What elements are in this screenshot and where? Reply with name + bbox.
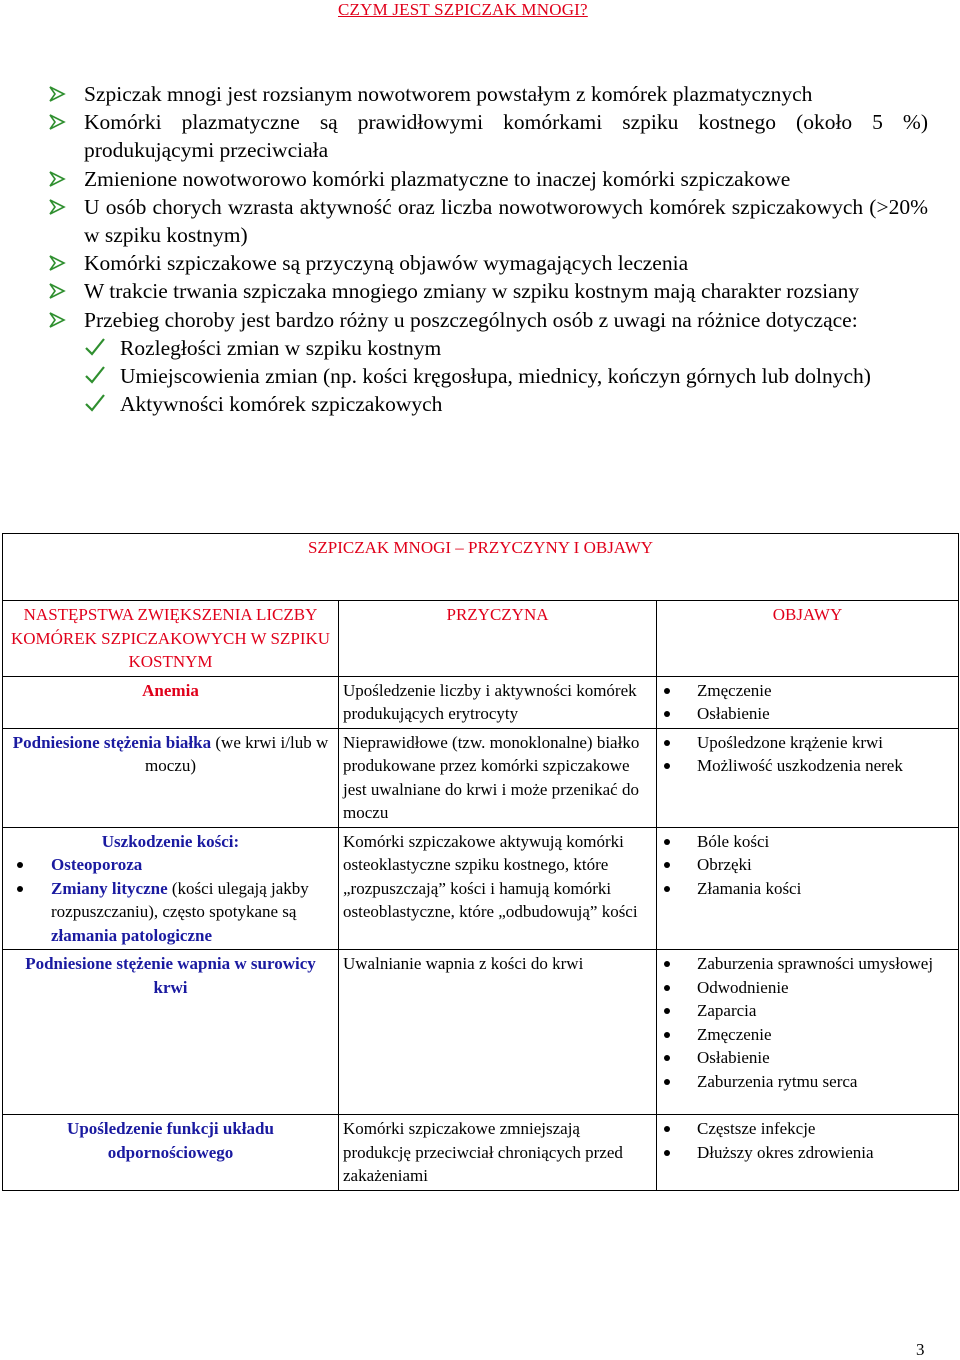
consequence-text: Uszkodzenie kości: [101, 831, 240, 851]
table-row [3, 676, 959, 728]
symptom-item: Odwodnienie [661, 976, 954, 1000]
bullet-text: U osób chorych wzrasta aktywność oraz liczba nowotworowych komórek szpiczakowych (>20% w szpiku kostnym) [84, 194, 928, 248]
table-row [3, 1115, 959, 1191]
symptom-item: Możliwość uszkodzenia nerek [661, 754, 954, 778]
list-item [48, 306, 928, 334]
table-row [3, 728, 959, 827]
symptom-item: Osłabienie [661, 1046, 954, 1070]
sub-item [7, 877, 334, 948]
list-item [48, 390, 928, 418]
page-number: 3 [916, 1340, 925, 1359]
list-item [48, 334, 928, 362]
bullet-text: W trakcie trwania szpiczaka mnogiego zmiany w szpiku kostnym mają charakter rozsiany [84, 279, 860, 304]
arrow-bullet-icon [48, 282, 68, 300]
list-item [48, 165, 928, 193]
check-text: Rozległości zmian w szpiku kostnym [120, 335, 442, 360]
table-row [3, 827, 959, 950]
symptom-item: Dłuższy okres zdrowienia [661, 1141, 954, 1165]
sub-item-label: Zmiany lityczne [51, 878, 168, 898]
bullet-text: Komórki szpiczakowe są przyczyną objawów wymagających leczenia [84, 251, 689, 276]
symptom-item: Zaburzenia rytmu serca [661, 1070, 954, 1094]
checkmark-icon [84, 393, 106, 413]
table-title: SZPICZAK MNOGI – PRZYCZYNY I OBJAWY [3, 534, 959, 601]
check-text: Umiejscowienia zmian (np. kości kręgosłupa, miednicy, kończyn górnych lub dolnych) [120, 364, 871, 389]
bullet-text: Szpiczak mnogi jest rozsianym nowotworem powstałym z komórek plazmatycznych [84, 82, 813, 106]
sub-item-emphasis: złamania patologiczne [51, 925, 213, 945]
causes-symptoms-table [2, 533, 959, 1191]
checkmark-icon [84, 337, 106, 357]
sub-item-detail: (kości ulegają jakby rozpuszczaniu), często spotykane są [51, 878, 309, 921]
sub-item-label: Osteoporoza [51, 855, 143, 874]
cause-text: Komórki szpiczakowe aktywują komórki osteoklastyczne szpiku kostnego, które „rozpuszczają” kości i hamują komórki osteoblastyczne, które „odbudowują” kości [339, 827, 657, 950]
cause-text: Komórki szpiczakowe zmniejszają produkcję przeciwciał chroniących przed zakażeniami [339, 1115, 657, 1191]
consequence-text: Podniesione stężenia białka [12, 732, 212, 752]
symptom-item: Bóle kości [661, 830, 954, 854]
consequence-text: Upośledzenie funkcji układu odpornościowego [67, 1119, 274, 1162]
consequence-detail: (we krwi i/lub w moczu) [145, 732, 329, 775]
symptom-item: Zmęczenie [661, 1023, 954, 1047]
bullet-text: Komórki plazmatyczne są prawidłowymi komórkami szpiku kostnego (około 5 %) produkującymi przeciwciała [84, 110, 928, 163]
arrow-bullet-icon [48, 311, 68, 329]
consequence-text: Podniesione stężenie wapnia w surowicy krwi [25, 954, 316, 997]
list-item [48, 277, 928, 305]
list-item [48, 80, 928, 108]
arrow-bullet-icon [48, 170, 68, 188]
sub-item [7, 853, 334, 877]
cause-text: Upośledzenie liczby i aktywności komórek produkujących erytrocyty [339, 676, 657, 728]
symptom-item: Zmęczenie [661, 679, 954, 703]
checkmark-icon [84, 365, 106, 385]
symptom-item: Upośledzone krążenie krwi [661, 731, 954, 755]
symptom-item: Zaburzenia sprawności umysłowej [661, 952, 954, 976]
cause-text: Uwalnianie wapnia z kości do krwi [339, 950, 657, 1115]
check-text: Aktywności komórek szpiczakowych [120, 392, 443, 417]
cause-text: Nieprawidłowe (tzw. monoklonalne) białko produkowane przez komórki szpiczakowe jest uwalniane do krwi i może przenikać do moczu [339, 728, 657, 827]
consequence-text: Anemia [142, 680, 199, 700]
arrow-bullet-icon [48, 85, 68, 103]
column-header-symptoms: OBJAWY [657, 601, 959, 677]
arrow-bullet-icon [48, 254, 68, 272]
bullet-text: Przebieg choroby jest bardzo różny u poszczególnych osób z uwagi na różnice dotyczące: [84, 307, 858, 332]
intro-bullet-list [48, 80, 928, 418]
symptom-item: Częstsze infekcje [661, 1117, 954, 1141]
document-title: CZYM JEST SZPICZAK MNOGI? [338, 0, 588, 19]
list-item [48, 193, 928, 249]
list-item [48, 108, 928, 164]
symptom-item: Złamania kości [661, 877, 954, 901]
column-header-consequences: NASTĘPSTWA ZWIĘKSZENIA LICZBY KOMÓREK SZPICZAKOWYCH W SZPIKU KOSTNYM [3, 601, 339, 677]
arrow-bullet-icon [48, 198, 68, 216]
column-header-cause: PRZYCZYNA [339, 601, 657, 677]
bullet-text: Zmienione nowotworowo komórki plazmatyczne to inaczej komórki szpiczakowe [84, 166, 791, 191]
list-item [48, 362, 928, 390]
symptom-item: Obrzęki [661, 853, 954, 877]
table-row [3, 950, 959, 1115]
symptom-item: Osłabienie [661, 702, 954, 726]
arrow-bullet-icon [48, 113, 68, 131]
symptom-item: Zaparcia [661, 999, 954, 1023]
list-item [48, 249, 928, 277]
